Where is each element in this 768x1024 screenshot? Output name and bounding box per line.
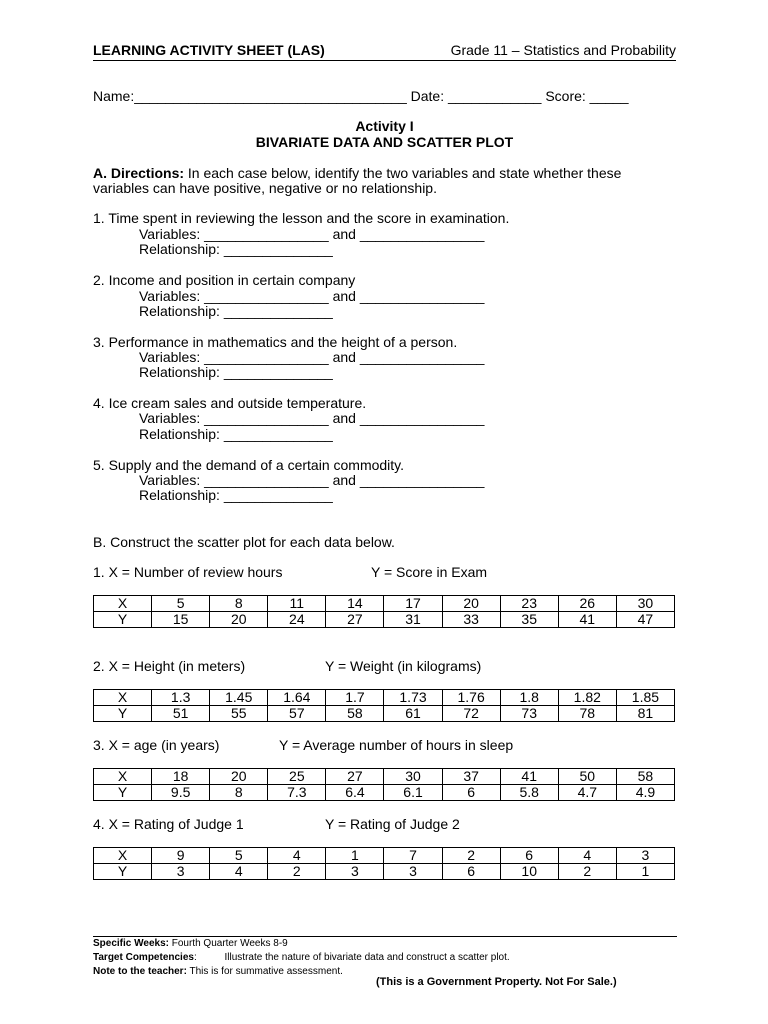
table-cell-x: 50 bbox=[558, 769, 616, 785]
government-property-notice: (This is a Government Property. Not For Sale.) bbox=[376, 976, 617, 988]
row-label-x: X bbox=[94, 769, 152, 785]
data-table-2 bbox=[93, 689, 675, 722]
table-cell-y: 6 bbox=[442, 864, 500, 880]
table-cell-x: 26 bbox=[558, 596, 616, 612]
table-cell-x: 25 bbox=[268, 769, 326, 785]
table-cell-x: 9 bbox=[152, 848, 210, 864]
competency-value: : Illustrate the nature of bivariate data and construct a scatter plot. bbox=[193, 952, 510, 963]
table-cell-y: 55 bbox=[210, 706, 268, 722]
table-cell-y: 2 bbox=[268, 864, 326, 880]
table-cell-y: 31 bbox=[384, 612, 442, 628]
data-table-1 bbox=[93, 595, 675, 628]
table-cell-x: 1.85 bbox=[616, 690, 674, 706]
table-cell-y: 1 bbox=[616, 864, 674, 880]
table-cell-y: 58 bbox=[326, 706, 384, 722]
subject-title: Grade 11 – Statistics and Probability bbox=[450, 42, 676, 58]
table-cell-y: 10 bbox=[500, 864, 558, 880]
item-4-variables: Variables: ________________ and ________________ bbox=[139, 410, 485, 426]
note-value: This is for summative assessment. bbox=[186, 966, 343, 977]
table-2-y-description: Y = Weight (in kilograms) bbox=[325, 658, 482, 674]
table-cell-y: 9.5 bbox=[152, 785, 210, 801]
table-cell-x: 1.8 bbox=[500, 690, 558, 706]
table-cell-x: 2 bbox=[442, 848, 500, 864]
table-cell-x: 14 bbox=[326, 596, 384, 612]
table-cell-x: 30 bbox=[384, 769, 442, 785]
table-cell-y: 24 bbox=[268, 612, 326, 628]
table-row-x bbox=[94, 848, 675, 864]
table-cell-y: 41 bbox=[558, 612, 616, 628]
directions-line-2: variables can have positive, negative or no relationship. bbox=[93, 180, 437, 196]
row-label-y: Y bbox=[94, 864, 152, 880]
table-row-y bbox=[94, 706, 675, 722]
table-cell-x: 17 bbox=[384, 596, 442, 612]
table-row-y bbox=[94, 612, 675, 628]
part-b-heading: B. Construct the scatter plot for each data below. bbox=[93, 534, 395, 550]
item-1-relationship: Relationship: ______________ bbox=[139, 241, 333, 257]
table-cell-y: 81 bbox=[616, 706, 674, 722]
directions-line-1 bbox=[93, 165, 621, 181]
item-3: 3. Performance in mathematics and the height of a person. bbox=[93, 334, 458, 350]
sheet-title: LEARNING ACTIVITY SHEET (LAS) bbox=[93, 42, 325, 58]
item-4-relationship: Relationship: ______________ bbox=[139, 426, 333, 442]
table-2-x-description: 2. X = Height (in meters) bbox=[93, 658, 246, 674]
table-cell-y: 7.3 bbox=[268, 785, 326, 801]
name-date-score-line: Name:___________________________________ Date: ____________ Score: _____ bbox=[93, 88, 629, 104]
table-3-y-description: Y = Average number of hours in sleep bbox=[279, 737, 514, 753]
table-cell-y: 2 bbox=[558, 864, 616, 880]
item-1-variables: Variables: ________________ and ________________ bbox=[139, 226, 485, 242]
target-competencies bbox=[93, 951, 677, 965]
table-cell-x: 5 bbox=[210, 848, 268, 864]
table-row-y bbox=[94, 864, 675, 880]
table-cell-y: 47 bbox=[616, 612, 674, 628]
table-1-x-description: 1. X = Number of review hours bbox=[93, 564, 283, 580]
table-cell-x: 20 bbox=[210, 769, 268, 785]
table-cell-y: 57 bbox=[268, 706, 326, 722]
table-row-y bbox=[94, 785, 675, 801]
table-cell-x: 30 bbox=[616, 596, 674, 612]
table-cell-y: 35 bbox=[500, 612, 558, 628]
table-cell-y: 33 bbox=[442, 612, 500, 628]
table-cell-y: 27 bbox=[326, 612, 384, 628]
weeks-value: Fourth Quarter Weeks 8-9 bbox=[168, 938, 288, 949]
table-cell-y: 8 bbox=[210, 785, 268, 801]
table-cell-x: 1.73 bbox=[384, 690, 442, 706]
table-cell-y: 78 bbox=[558, 706, 616, 722]
row-label-x: X bbox=[94, 690, 152, 706]
directions-text-1: In each case below, identify the two variables and state whether these bbox=[184, 165, 622, 181]
table-cell-x: 23 bbox=[500, 596, 558, 612]
table-cell-x: 1.45 bbox=[210, 690, 268, 706]
table-cell-y: 72 bbox=[442, 706, 500, 722]
activity-label: Activity I bbox=[355, 118, 414, 134]
item-5-relationship: Relationship: ______________ bbox=[139, 487, 333, 503]
row-label-x: X bbox=[94, 596, 152, 612]
table-cell-x: 1.7 bbox=[326, 690, 384, 706]
table-3-x-description: 3. X = age (in years) bbox=[93, 737, 220, 753]
table-cell-y: 4 bbox=[210, 864, 268, 880]
page-header bbox=[93, 42, 676, 61]
item-1: 1. Time spent in reviewing the lesson and the score in examination. bbox=[93, 210, 510, 226]
item-5: 5. Supply and the demand of a certain commodity. bbox=[93, 457, 405, 473]
table-cell-x: 41 bbox=[500, 769, 558, 785]
page-footer bbox=[93, 936, 677, 979]
table-cell-y: 4.9 bbox=[616, 785, 674, 801]
table-cell-x: 20 bbox=[442, 596, 500, 612]
table-cell-x: 1.76 bbox=[442, 690, 500, 706]
table-row-x bbox=[94, 690, 675, 706]
table-row-x bbox=[94, 769, 675, 785]
table-cell-x: 7 bbox=[384, 848, 442, 864]
table-cell-x: 58 bbox=[616, 769, 674, 785]
data-table-4 bbox=[93, 847, 675, 880]
table-cell-x: 1.64 bbox=[268, 690, 326, 706]
table-cell-y: 6.4 bbox=[326, 785, 384, 801]
table-cell-y: 4.7 bbox=[558, 785, 616, 801]
table-cell-y: 51 bbox=[152, 706, 210, 722]
table-cell-y: 61 bbox=[384, 706, 442, 722]
table-cell-x: 37 bbox=[442, 769, 500, 785]
item-2: 2. Income and position in certain company bbox=[93, 272, 356, 288]
table-cell-x: 3 bbox=[616, 848, 674, 864]
table-cell-y: 3 bbox=[384, 864, 442, 880]
row-label-y: Y bbox=[94, 785, 152, 801]
specific-weeks bbox=[93, 937, 677, 951]
table-cell-x: 4 bbox=[268, 848, 326, 864]
table-cell-x: 6 bbox=[500, 848, 558, 864]
table-cell-x: 5 bbox=[152, 596, 210, 612]
table-cell-x: 27 bbox=[326, 769, 384, 785]
table-cell-y: 15 bbox=[152, 612, 210, 628]
table-cell-y: 6 bbox=[442, 785, 500, 801]
note-label: Note to the teacher: bbox=[93, 966, 187, 977]
activity-title: BIVARIATE DATA AND SCATTER PLOT bbox=[255, 134, 514, 150]
weeks-label: Specific Weeks: bbox=[93, 938, 169, 949]
table-cell-x: 1.3 bbox=[152, 690, 210, 706]
table-4-x-description: 4. X = Rating of Judge 1 bbox=[93, 816, 244, 832]
table-cell-x: 8 bbox=[210, 596, 268, 612]
table-cell-y: 73 bbox=[500, 706, 558, 722]
row-label-x: X bbox=[94, 848, 152, 864]
item-4: 4. Ice cream sales and outside temperature. bbox=[93, 395, 367, 411]
item-5-variables: Variables: ________________ and ________________ bbox=[139, 472, 485, 488]
row-label-y: Y bbox=[94, 706, 152, 722]
table-cell-x: 18 bbox=[152, 769, 210, 785]
table-4-y-description: Y = Rating of Judge 2 bbox=[325, 816, 460, 832]
competency-label: Target Competencies bbox=[93, 952, 194, 963]
table-cell-y: 3 bbox=[326, 864, 384, 880]
table-cell-x: 4 bbox=[558, 848, 616, 864]
item-2-relationship: Relationship: ______________ bbox=[139, 303, 333, 319]
row-label-y: Y bbox=[94, 612, 152, 628]
table-cell-y: 20 bbox=[210, 612, 268, 628]
table-cell-y: 5.8 bbox=[500, 785, 558, 801]
table-cell-x: 1 bbox=[326, 848, 384, 864]
table-cell-x: 11 bbox=[268, 596, 326, 612]
table-cell-x: 1.82 bbox=[558, 690, 616, 706]
data-table-3 bbox=[93, 768, 675, 801]
item-3-variables: Variables: ________________ and ________________ bbox=[139, 349, 485, 365]
item-2-variables: Variables: ________________ and ________________ bbox=[139, 288, 485, 304]
table-cell-y: 3 bbox=[152, 864, 210, 880]
table-row-x bbox=[94, 596, 675, 612]
directions-label: A. Directions: bbox=[93, 165, 185, 181]
item-3-relationship: Relationship: ______________ bbox=[139, 364, 333, 380]
table-1-y-description: Y = Score in Exam bbox=[371, 564, 488, 580]
table-cell-y: 6.1 bbox=[384, 785, 442, 801]
